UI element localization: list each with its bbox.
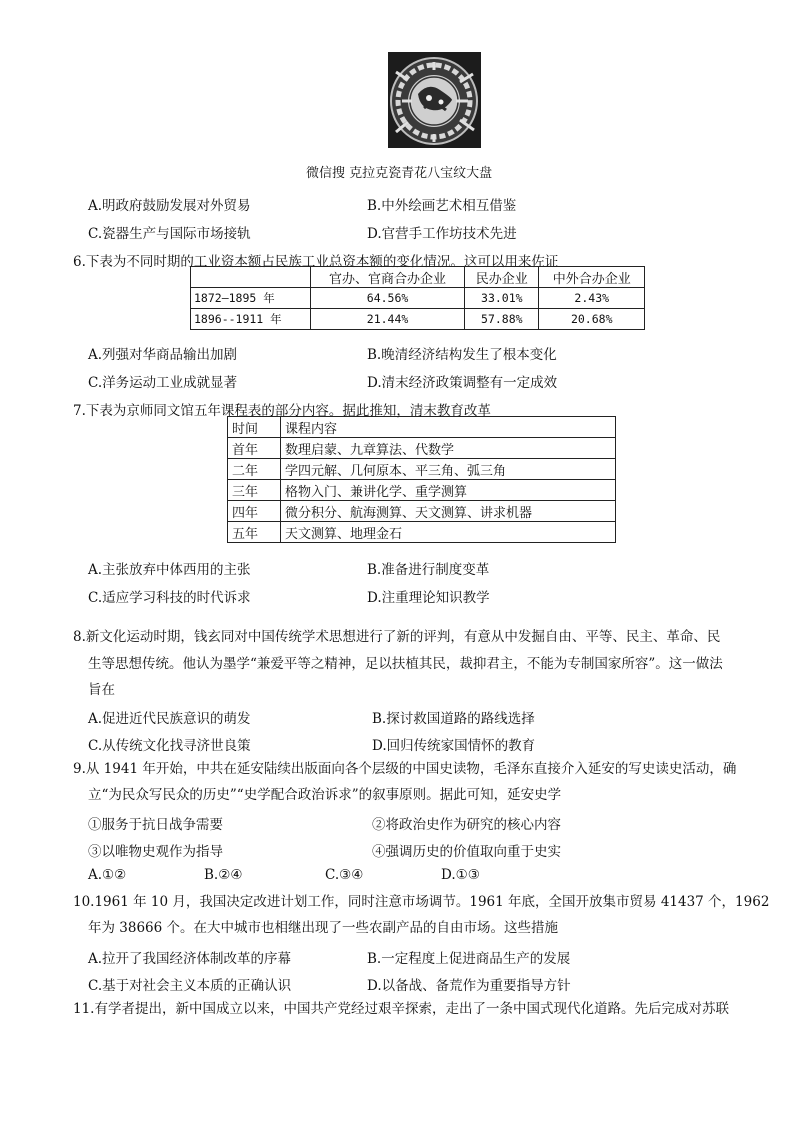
q8-line-1: 8.新文化运动时期，钱玄同对中国传统学术思想进行了新的评判，有意从中发掘自由、平等、民主、革命、民 [73, 629, 721, 645]
q7-option-d: D.注重理论知识教学 [367, 590, 490, 606]
table-cell: 二年 [228, 459, 281, 480]
table-header-row [191, 267, 645, 288]
q10-option-d: D.以备战、备荒作为重要指导方针 [367, 978, 571, 994]
table-cell: 57.88% [465, 309, 539, 330]
q8-option-a: A.促进近代民族意识的萌发 [88, 711, 251, 727]
q9-item-2: ②将政治史作为研究的核心内容 [372, 817, 561, 833]
q7-option-c: C.适应学习科技的时代诉求 [88, 590, 251, 606]
table-header-cell: 课程内容 [281, 417, 616, 438]
table-cell: 33.01% [465, 288, 539, 309]
table-header-cell: 官办、官商合办企业 [310, 267, 464, 288]
table-row [228, 522, 616, 543]
q5-option-d: D.官营手工作坊技术先进 [367, 226, 517, 242]
table-cell: 学四元解、几何原本、平三角、弧三角 [281, 459, 616, 480]
table-row [228, 459, 616, 480]
plate-illustration [388, 52, 481, 148]
q9-line-1: 9.从 1941 年开始，中共在延安陆续出版面向各个层级的中国史读物，毛泽东直接介入延安的写史读史活动，确 [73, 761, 737, 777]
q9-option-b: B.②④ [204, 867, 243, 883]
q6-stem: 6.下表为不同时期的工业资本额占民族工业总资本额的变化情况。这可以用来佐证 [73, 254, 559, 270]
q5-option-c: C.瓷器生产与国际市场接轨 [88, 226, 251, 242]
table-cell: 数理启蒙、九章算法、代数学 [281, 438, 616, 459]
q9-item-4: ④强调历史的价值取向重于史实 [372, 844, 561, 860]
q6-option-b: B.晚清经济结构发生了根本变化 [367, 347, 557, 363]
q7-option-b: B.准备进行制度变革 [367, 562, 490, 578]
q9-option-d: D.①③ [441, 867, 480, 883]
table-header-cell [191, 267, 311, 288]
porcelain-plate-image [388, 52, 481, 148]
table-row [191, 288, 645, 309]
q10-line-2: 年为 38666 个。在大中城市也相继出现了一些农副产品的自由市场。这些措施 [88, 920, 559, 936]
table-cell: 1872—1895 年 [191, 288, 311, 309]
table-cell: 20.68% [539, 309, 645, 330]
figure-caption: 微信搜 克拉克瓷青花八宝纹大盘 [306, 166, 493, 181]
table-header-row [228, 417, 616, 438]
q8-option-b: B.探讨救国道路的路线选择 [372, 711, 535, 727]
q7-option-a: A.主张放弃中体西用的主张 [88, 562, 251, 578]
table-header-cell: 民办企业 [465, 267, 539, 288]
q11-line-1: 11.有学者提出，新中国成立以来，中国共产党经过艰辛探索，走出了一条中国式现代化道路。先后完成对苏联 [73, 1001, 729, 1017]
q8-option-d: D.回归传统家国情怀的教育 [372, 738, 536, 754]
table-cell: 天文测算、地理金石 [281, 522, 616, 543]
q9-line-2: 立“为民众写民众的历史”“史学配合政治诉求”的叙事原则。据此可知，延安史学 [88, 787, 562, 803]
q10-option-a: A.拉开了我国经济体制改革的序幕 [88, 951, 292, 967]
q7-table [227, 416, 616, 543]
q8-line-3: 旨在 [88, 682, 115, 698]
q10-option-b: B.一定程度上促进商品生产的发展 [367, 951, 571, 967]
table-header-cell: 中外合办企业 [539, 267, 645, 288]
table-cell: 1896--1911 年 [191, 309, 311, 330]
table-row [228, 438, 616, 459]
table-cell: 微分积分、航海测算、天文测算、讲求机器 [281, 501, 616, 522]
table-row [228, 501, 616, 522]
q6-table [190, 266, 645, 330]
table-row [228, 480, 616, 501]
q9-item-3: ③以唯物史观作为指导 [88, 844, 223, 860]
q9-item-1: ①服务于抗日战争需要 [88, 817, 223, 833]
table-cell: 四年 [228, 501, 281, 522]
q10-line-1: 10.1961 年 10 月，我国决定改进计划工作，同时注意市场调节。1961 年底，全国开放集市贸易 41437 个，1962 [73, 894, 770, 910]
table-cell: 三年 [228, 480, 281, 501]
table-row [191, 309, 645, 330]
table-header-cell: 时间 [228, 417, 281, 438]
q9-option-a: A.①② [88, 867, 127, 883]
table-cell: 2.43% [539, 288, 645, 309]
table-cell: 21.44% [310, 309, 464, 330]
q8-option-c: C.从传统文化找寻济世良策 [88, 738, 251, 754]
q5-option-b: B.中外绘画艺术相互借鉴 [367, 198, 517, 214]
table-cell: 首年 [228, 438, 281, 459]
table-cell: 五年 [228, 522, 281, 543]
q6-option-d: D.清末经济政策调整有一定成效 [367, 375, 558, 391]
q9-option-c: C.③④ [325, 867, 364, 883]
q8-line-2: 生等思想传统。他认为墨学“兼爱平等之精神，足以扶植其民，裁抑君主，不能为专制国家所容”。这一做法 [88, 656, 723, 672]
q7-stem: 7.下表为京师同文馆五年课程表的部分内容。据此推知，清末教育改革 [73, 403, 491, 419]
q6-option-c: C.洋务运动工业成就显著 [88, 375, 238, 391]
q6-option-a: A.列强对华商品输出加剧 [88, 347, 238, 363]
q5-option-a: A.明政府鼓励发展对外贸易 [88, 198, 251, 214]
table-cell: 格物入门、兼讲化学、重学测算 [281, 480, 616, 501]
q10-option-c: C.基于对社会主义本质的正确认识 [88, 978, 292, 994]
table-cell: 64.56% [310, 288, 464, 309]
